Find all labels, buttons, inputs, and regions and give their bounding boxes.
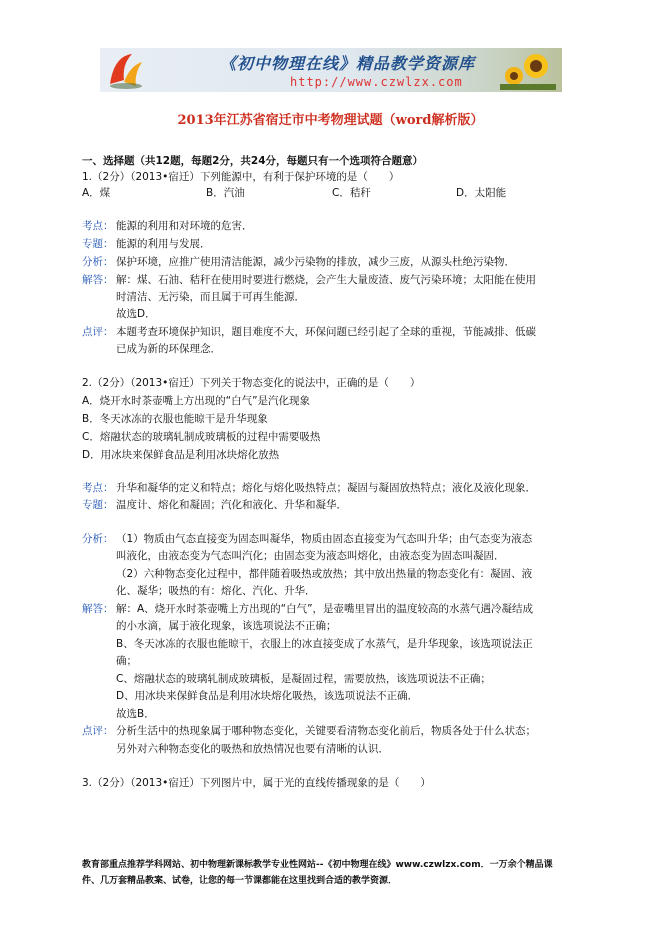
q2-kaodian: 升华和凝华的定义和特点；熔化与熔化吸热特点；凝固与凝固放热特点；液化及液化现象．	[116, 482, 536, 494]
header-banner	[100, 48, 562, 92]
q2-fenxi-line1: （1）物质由气态直接变为固态叫凝华，物质由固态直接变为气态叫升华；由气态变为液态	[116, 533, 533, 545]
q2-jieda-line2: 的小水滴，属于液化现象，该选项说法不正确；	[116, 620, 337, 632]
banner-title: 《初中物理在线》精品教学资源库	[220, 54, 476, 73]
banner-url: http://www.czwlzx.com	[290, 75, 463, 89]
section-heading: 一、选择题（共12题，每题2分，共24分，每题只有一个选项符合题意）	[82, 155, 424, 167]
q2-fenxi-line2: 叫液化，由液态变为气态叫汽化；由固态变为液态叫熔化，由液态变为固态叫凝固．	[116, 550, 505, 562]
q1-jieda-line2: 时清洁、无污染，而且属于可再生能源．	[116, 291, 305, 303]
q1-dianping-line1: 本题考查环境保护知识，题目难度不大，环保问题已经引起了全球的重视，节能减排、低碳	[116, 326, 536, 338]
q2-dianping-line2: 另外对六种物态变化的吸热和放热情况也要有清晰的认识．	[116, 743, 389, 755]
q2-option-c: C．熔融状态的玻璃轧制成玻璃板的过程中需要吸热	[82, 431, 321, 443]
footer-line2: 件、几万套精品教案、试卷，让您的每一节课都能在这里找到合适的教学资源．	[82, 876, 398, 886]
q1-option-a: A．煤	[82, 187, 111, 199]
q1-option-b: B．汽油	[206, 187, 245, 199]
q1-fenxi: 保护环境，应推广使用清洁能源，减少污染物的排放，减少三废，从源头杜绝污染物．	[116, 256, 515, 268]
q2-option-b: B．冬天冰冻的衣服也能晾干是升华现象	[82, 413, 268, 425]
q1-dianping-label: 点评：	[82, 326, 114, 338]
q1-fenxi-label: 分析：	[82, 256, 114, 268]
q2-jieda-line3: B、冬天冰冻的衣服也能晾干，衣服上的冰直接变成了水蒸气，是升华现象，该选项说法正	[116, 638, 533, 650]
page-footer	[82, 857, 602, 889]
q2-zhuanti-label: 专题：	[82, 499, 114, 511]
q1-dianping-line2: 已成为新的环保理念．	[116, 343, 221, 355]
q2-option-a: A．烧开水时茶壶嘴上方出现的“白气”是汽化现象	[82, 395, 311, 407]
q2-fenxi-line4: 化、凝华；吸热的有：熔化、汽化、升华．	[116, 585, 316, 597]
q2-zhuanti: 温度计、熔化和凝固；汽化和液化、升华和凝华．	[116, 499, 347, 511]
q2-jieda-line4: 确；	[116, 655, 137, 667]
q1-jieda-line3: 故选D．	[116, 308, 156, 320]
q1-option-d: D．太阳能	[456, 187, 507, 199]
document-title: 2013年江苏省宿迁市中考物理试题（word解析版）	[177, 113, 484, 128]
q2-jieda-line1: 解：A、烧开水时茶壶嘴上方出现的“白气”，是壶嘴里冒出的温度较高的水蒸气遇冷凝结成	[116, 603, 534, 615]
q2-jieda-label: 解答：	[82, 603, 114, 615]
q2-fenxi-line3: （2）六种物态变化过程中，都伴随着吸热或放热；其中放出热量的物态变化有：凝固、液	[116, 568, 533, 580]
question-2-stem: 2.（2分）（2013•宿迁）下列关于物态变化的说法中，正确的是（ ）	[82, 377, 421, 389]
site-logo-icon	[104, 50, 146, 90]
q2-jieda-line6: D、用冰块来保鲜食品是利用冰块熔化吸热，该选项说法不正确．	[116, 690, 419, 702]
q1-kaodian: 能源的利用和对环境的危害．	[116, 220, 253, 232]
q2-fenxi-label: 分析：	[82, 533, 114, 545]
q1-kaodian-label: 考点：	[82, 220, 114, 232]
question-1-stem: 1.（2分）（2013•宿迁）下列能源中，有利于保护环境的是（ ）	[82, 171, 400, 183]
q1-option-c: C．秸秆	[332, 187, 371, 199]
footer-line1: 教育部重点推荐学科网站、初中物理新课标教学专业性网站--《初中物理在线》www.czwlzx.com．一万余个精品课	[82, 860, 553, 870]
q2-jieda-line5: C、熔融状态的玻璃轧制成玻璃板，是凝固过程，需要放热，该选项说法不正确；	[116, 673, 491, 685]
q1-jieda-label: 解答：	[82, 274, 114, 286]
q1-jieda-line1: 解：煤、石油、秸秆在使用时要进行燃烧，会产生大量废渣、废气污染环境；太阳能在使用	[116, 274, 536, 286]
q2-option-d: D．用冰块来保鲜食品是利用冰块熔化放热	[82, 449, 280, 461]
q2-jieda-line7: 故选B．	[116, 708, 155, 720]
sunflower-icon	[500, 50, 556, 90]
q2-kaodian-label: 考点：	[82, 482, 114, 494]
q2-dianping-label: 点评：	[82, 725, 114, 737]
question-3-stem: 3.（2分）（2013•宿迁）下列图片中，属于光的直线传播现象的是（ ）	[82, 777, 431, 789]
q1-zhuanti-label: 专题：	[82, 238, 114, 250]
q1-zhuanti: 能源的利用与发展．	[116, 238, 211, 250]
q2-dianping-line1: 分析生活中的热现象属于哪种物态变化，关键要看清物态变化前后，物质各处于什么状态；	[116, 725, 536, 737]
